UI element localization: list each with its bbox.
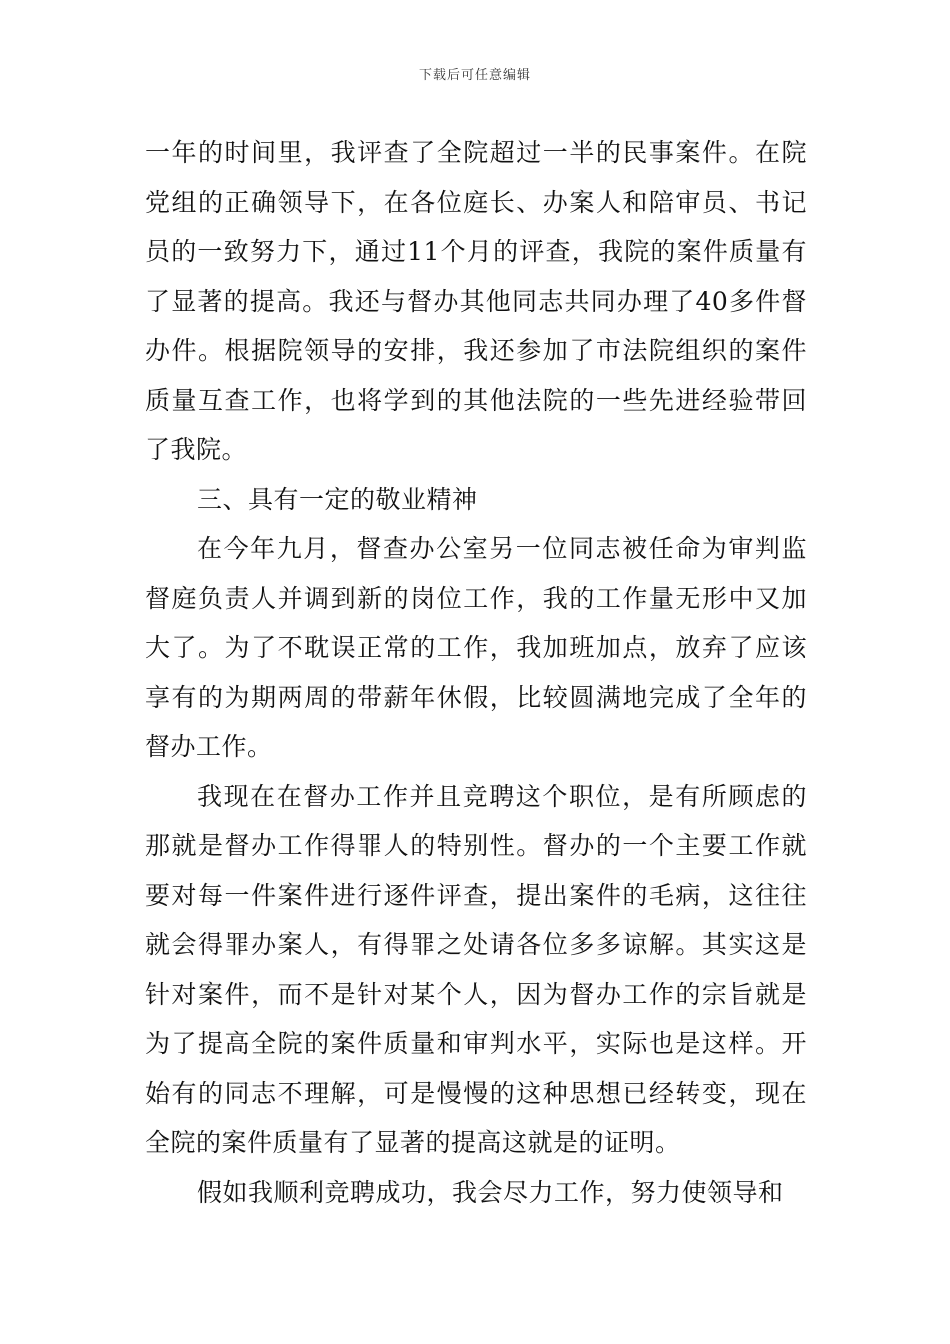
paragraph-continuation: 一年的时间里，我评查了全院超过一半的民事案件。在院党组的正确领导下，在各位庭长、办案人和陪审员、书记员的一致努力下，通过11个月的评查，我院的案件质量有了显著的提高。我还与督办其他同志共同办理了40多件督办件。根据院领导的安排，我还参加了市法院组织的案件质量互查工作，也将学到的其他法院的一些先进经验带回了我院。 (145, 138, 807, 464)
paragraph: 假如我顺利竞聘成功，我会尽力工作，努力使领导和 (197, 1177, 784, 1207)
section-heading: 三、具有一定的敬业精神 (197, 484, 478, 514)
paragraph: 我现在在督办工作并且竞聘这个职位，是有所顾虑的那就是督办工作得罪人的特别性。督办的一个主要工作就要对每一件案件进行逐件评查，提出案件的毛病，这往往就会得罪办案人，有得罪之处请各位多多谅解。其实这是针对案件，而不是针对某个人，因为督办工作的宗旨就是为了提高全院的案件质量和审判水平，实际也是这样。开始有的同志不理解，可是慢慢的这种思想已经转变，现在全院的案件质量有了显著的提高这就是的证明。 (145, 781, 807, 1157)
paragraph: 在今年九月，督查办公室另一位同志被任命为审判监督庭负责人并调到新的岗位工作，我的工作量无形中又加大了。为了不耽误正常的工作，我加班加点，放弃了应该享有的为期两周的带薪年休假，比较圆满地完成了全年的督办工作。 (145, 534, 807, 761)
page-header: 下载后可任意编辑 (418, 68, 531, 83)
document-body (145, 128, 807, 1217)
